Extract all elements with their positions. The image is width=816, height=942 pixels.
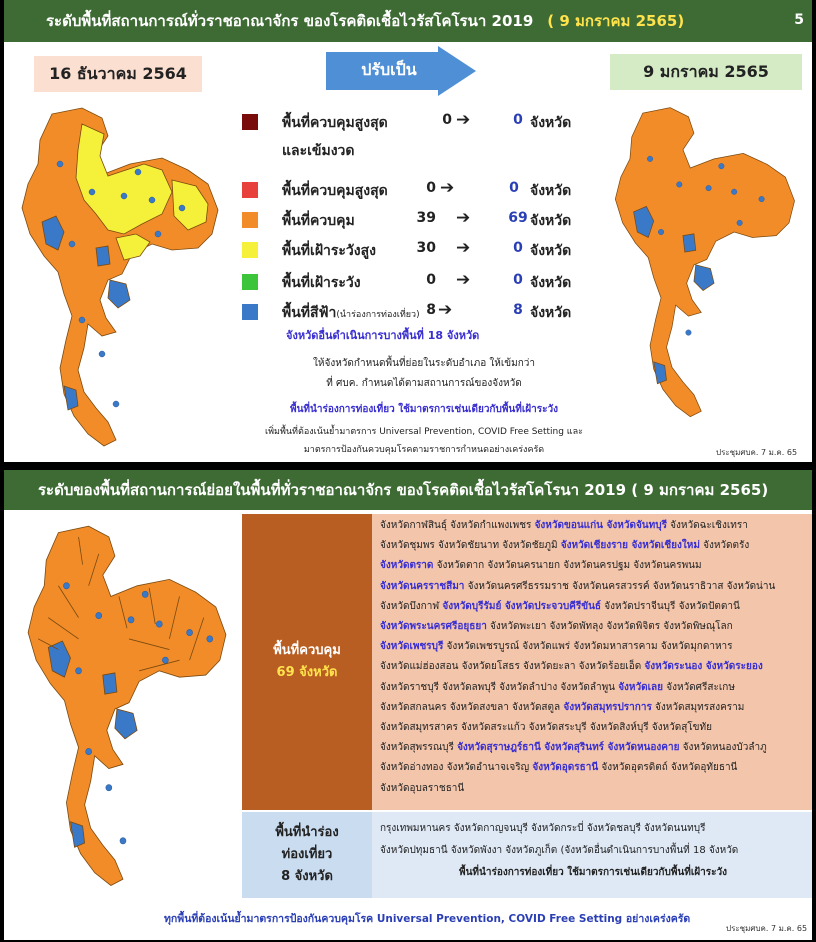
legend-from-count: 0 xyxy=(426,272,436,288)
province-line xyxy=(380,758,806,778)
note-line-3: เพิ่มพื้นที่ต้องเน้นย้ำมาตรการ Universal Prevention, COVID Free Setting และ xyxy=(265,427,583,437)
province-text: จังหวัดกาฬสินธุ์ จังหวัดกำแพงเพชร xyxy=(380,520,535,531)
slide2-reference: ประชุมศบค. 7 ม.ค. 65 xyxy=(726,924,808,933)
pilot-area-title-2: ท่องเที่ยว xyxy=(281,847,333,862)
legend-swatch xyxy=(242,114,258,130)
control-area-provinces xyxy=(372,514,812,810)
legend-label: พื้นที่ควบคุม xyxy=(282,213,355,229)
thailand-map-current xyxy=(18,522,234,894)
province-highlight: จังหวัดพระนครศรีอยุธยา xyxy=(380,621,487,633)
legend-label: พื้นที่ควบคุมสูงสุด xyxy=(282,115,388,131)
legend-unit: จังหวัด xyxy=(530,275,572,291)
province-text: จังหวัดอ่างทอง จังหวัดอำนาจเจริญ xyxy=(380,762,533,774)
province-text: จังหวัดปราจีนบุรี จังหวัดปัตตานี xyxy=(601,600,740,612)
slide2-footer-note: ทุกพื้นที่ต้องเน้นย้ำมาตรการป้องกันควบคุมโรค Universal Prevention, COVID Free Setting อย่างเคร่งครัด xyxy=(164,913,691,925)
legend-row xyxy=(242,270,582,292)
date-after-box: 9 มกราคม 2565 xyxy=(610,54,802,90)
legend-row xyxy=(242,208,582,230)
legend-to-count: 69 xyxy=(508,210,528,226)
arrow-right-icon: ➔ xyxy=(456,110,471,130)
date-before-box: 16 ธันวาคม 2564 xyxy=(34,56,202,92)
province-highlight: จังหวัดสมุทรปราการ xyxy=(563,701,652,713)
note-pilot: พื้นที่นำร่องการท่องเที่ยว ใช้มาตรการเช่นเดียวกับพื้นที่เฝ้าระวัง xyxy=(290,404,558,415)
legend-to-count: 0 xyxy=(513,240,523,256)
province-line xyxy=(380,779,806,799)
legend-row xyxy=(242,110,582,159)
legend-unit: จังหวัด xyxy=(530,115,572,131)
legend-unit: จังหวัด xyxy=(530,243,572,259)
province-highlight: จังหวัดขอนแก่น จังหวัดจันทบุรี xyxy=(534,520,667,531)
province-highlight: จังหวัดอุดรธานี xyxy=(532,762,599,774)
arrow-right-icon: ➔ xyxy=(456,238,471,258)
province-text: จังหวัดสกลนคร จังหวัดสงขลา จังหวัดสตูล xyxy=(380,701,564,713)
arrow-right-icon: ➔ xyxy=(456,270,471,290)
pilot-line-3: พื้นที่นำร่องการท่องเที่ยว ใช้มาตรการเช่นเดียวกับพื้นที่เฝ้าระวัง xyxy=(459,867,727,878)
province-line xyxy=(380,577,806,597)
legend-to-count: 0 xyxy=(513,272,523,288)
province-line xyxy=(380,536,806,556)
province-text: จังหวัดตาก จังหวัดนครนายก จังหวัดนครปฐม จังหวัดนครพนม xyxy=(433,560,702,572)
legend-swatch xyxy=(242,304,258,320)
pilot-line-2: จังหวัดปทุมธานี จังหวัดพังงา จังหวัดภูเก็ต (จังหวัดอื่นดำเนินการบางพื้นที่ 18 จังหวัด xyxy=(380,845,739,856)
legend-to-count: 0 xyxy=(513,112,523,128)
province-line xyxy=(380,698,806,718)
legend-from-count: 39 xyxy=(416,210,436,226)
slide1-reference: ประชุมศบค. 7 ม.ค. 65 xyxy=(716,448,798,457)
province-text: จังหวัดแม่ฮ่องสอน จังหวัดยโสธร จังหวัดยะลา จังหวัดร้อยเอ็ด xyxy=(380,661,645,673)
note-line-2: ที่ ศบค. กำหนดได้ตามสถานการณ์ของจังหวัด xyxy=(326,378,522,389)
province-line xyxy=(380,637,806,657)
province-text: จังหวัดราชบุรี จังหวัดลพบุรี จังหวัดลำปาง จังหวัดลำพูน xyxy=(380,681,619,693)
change-arrow xyxy=(326,46,476,96)
province-text: จังหวัดฉะเชิงเทรา xyxy=(666,520,748,531)
slide-area-levels xyxy=(4,0,812,462)
province-highlight: จังหวัดนครราชสีมา xyxy=(380,580,465,592)
province-text: จังหวัดศรีสะเกษ xyxy=(663,681,735,693)
legend-from-count: 0 xyxy=(442,112,452,128)
pilot-line-1: กรุงเทพมหานคร จังหวัดกาญจนบุรี จังหวัดกระบี่ จังหวัดชลบุรี จังหวัดนนทบุรี xyxy=(380,823,706,834)
province-highlight: จังหวัดบุรีรัมย์ จังหวัดประจวบคีรีขันธ์ xyxy=(442,600,602,612)
control-area-count: 69 จังหวัด xyxy=(276,665,338,680)
legend-unit: จังหวัด xyxy=(530,213,572,229)
legend-swatch xyxy=(242,212,258,228)
thailand-map-before xyxy=(12,104,226,454)
legend-swatch xyxy=(242,274,258,290)
legend-row xyxy=(242,238,582,260)
province-highlight: จังหวัดเลย xyxy=(618,681,664,693)
province-line xyxy=(380,516,806,536)
legend-label: พื้นที่สีฟ้า(นำร่องการท่องเที่ยว) xyxy=(282,305,420,321)
province-highlight: จังหวัดเชียงราย จังหวัดเชียงใหม่ xyxy=(560,540,700,552)
arrow-label: ปรับเป็น xyxy=(361,60,417,79)
province-text: จังหวัดอุตรดิตถ์ จังหวัดอุทัยธานี xyxy=(598,762,738,774)
legend-unit: จังหวัด xyxy=(530,183,572,199)
pilot-area-count: 8 จังหวัด xyxy=(281,869,333,884)
legend-unit: จังหวัด xyxy=(530,305,572,321)
thailand-map-after xyxy=(604,104,804,424)
legend-label: พื้นที่เฝ้าระวังสูง xyxy=(282,243,376,259)
province-highlight: จังหวัดเพชรบุรี xyxy=(380,641,444,653)
slide2-title-bar xyxy=(4,470,812,510)
pilot-area-label xyxy=(242,812,372,898)
province-line xyxy=(380,597,806,617)
legend-to-count: 0 xyxy=(509,180,519,196)
province-line xyxy=(380,556,806,576)
legend-to-count: 8 xyxy=(513,302,523,318)
note-line-4: มาตรการป้องกันควบคุมโรคตามราชการกำหนดอย่างเคร่งครัด xyxy=(303,445,545,455)
legend-from-count: 30 xyxy=(416,240,436,256)
slide2-title: ระดับของพื้นที่สถานการณ์ย่อยในพื้นที่ทั่วราชอาณาจักร ของโรคติดเชื้อไวรัสโคโรนา 2019 ( 9 มกราคม 2565) xyxy=(38,481,769,499)
pilot-area-title-1: พื้นที่นำร่อง xyxy=(275,825,339,840)
province-text: จังหวัดนครศรีธรรมราช จังหวัดนครสวรรค์ จังหวัดนราธิวาส จังหวัดน่าน xyxy=(464,580,776,592)
province-text: จังหวัดชุมพร จังหวัดชัยนาท จังหวัดชัยภูมิ xyxy=(380,540,561,552)
province-highlight: จังหวัดระนอง จังหวัดระยอง xyxy=(644,661,763,673)
province-text: จังหวัดสมุทรสาคร จังหวัดสระแก้ว จังหวัดสระบุรี จังหวัดสิงห์บุรี จังหวัดสุโขทัย xyxy=(380,722,712,734)
legend-from-count: 0 xyxy=(426,180,436,196)
province-line xyxy=(380,617,806,637)
province-line xyxy=(380,657,806,677)
legend-label-note: (นำร่องการท่องเที่ยว) xyxy=(336,310,420,320)
control-area-title: พื้นที่ควบคุม xyxy=(273,643,341,658)
legend-label: พื้นที่เฝ้าระวัง xyxy=(282,275,361,291)
control-area-label xyxy=(242,514,372,810)
province-line xyxy=(380,678,806,698)
legend-from-count: 8 xyxy=(426,302,436,318)
legend-label: พื้นที่ควบคุมสูงสุด xyxy=(282,183,388,199)
slide1-title: ระดับพื้นที่สถานการณ์ทั่วราชอาณาจักร ของโรคติดเชื้อไวรัสโคโรนา 2019 xyxy=(46,12,534,30)
legend-swatch xyxy=(242,182,258,198)
legend-label-line2: และเข้มงวด xyxy=(282,143,355,159)
province-text: จังหวัดตรัง xyxy=(699,540,750,552)
legend-swatch xyxy=(242,242,258,258)
arrow-right-icon: ➔ xyxy=(438,300,453,320)
province-text: จังหวัดบึงกาฬ xyxy=(380,600,443,612)
province-text: จังหวัดหนองบัวลำภู xyxy=(679,742,767,754)
province-text: จังหวัดเพชรบูรณ์ จังหวัดแพร่ จังหวัดมหาสารคาม จังหวัดมุกดาหาร xyxy=(443,641,733,653)
page-number: 5 xyxy=(794,12,804,28)
slide1-title-date: ( 9 มกราคม 2565) xyxy=(547,12,685,30)
province-text: จังหวัดอุบลราชธานี xyxy=(380,782,465,794)
legend-row xyxy=(242,300,582,322)
arrow-right-icon: ➔ xyxy=(440,178,455,198)
note-line-1: ให้จังหวัดกำหนดพื้นที่ย่อยในระดับอำเภอ ให้เข้มกว่า xyxy=(313,358,535,369)
province-line xyxy=(380,718,806,738)
slide-sub-area-levels xyxy=(4,470,812,940)
province-text: จังหวัดสุพรรณบุรี xyxy=(380,742,458,754)
province-highlight: จังหวัดตราด xyxy=(380,560,434,572)
province-text: จังหวัดพะเยา จังหวัดพัทลุง จังหวัดพิจิตร จังหวัดพิษณุโลก xyxy=(486,621,733,633)
province-line xyxy=(380,738,806,758)
legend-row xyxy=(242,178,582,200)
extra-provinces-note: จังหวัดอื่นดำเนินการบางพื้นที่ 18 จังหวัด xyxy=(286,329,480,342)
pilot-area-provinces xyxy=(372,812,812,898)
arrow-right-icon: ➔ xyxy=(456,208,471,228)
province-text: จังหวัดสมุทรสงคราม xyxy=(651,701,745,713)
province-highlight: จังหวัดสุราษฎร์ธานี จังหวัดสุรินทร์ จังหวัดหนองคาย xyxy=(457,742,680,754)
slide1-title-bar xyxy=(4,0,812,42)
